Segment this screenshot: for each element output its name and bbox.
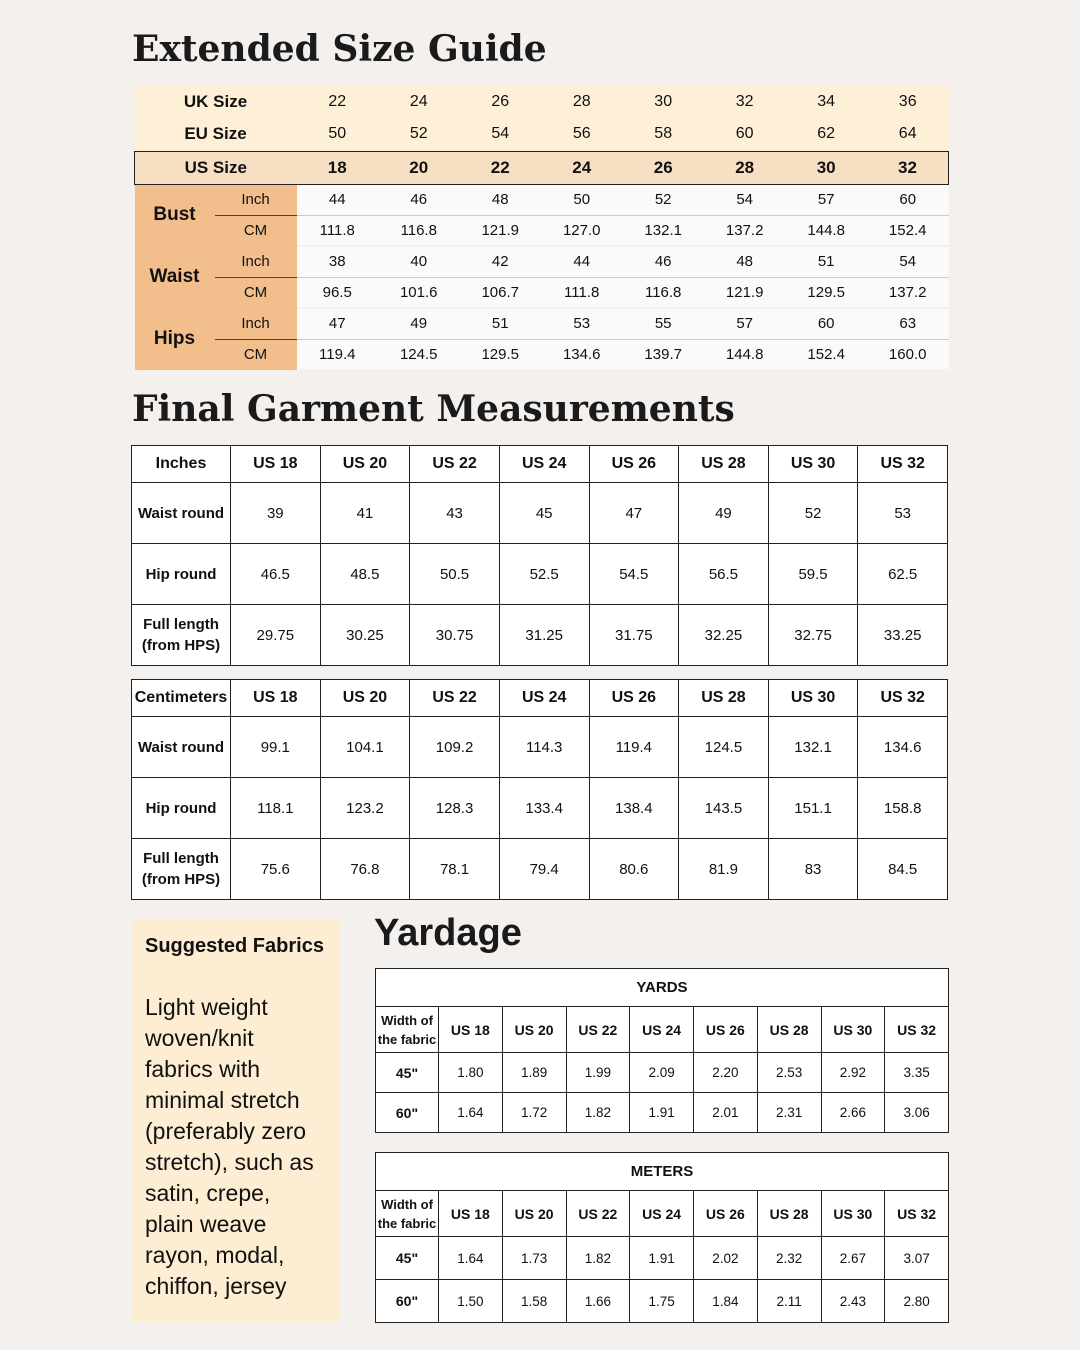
inches-value: 49	[679, 483, 769, 544]
waist-cm-row	[135, 277, 949, 308]
bust-inch-value: 46	[378, 184, 459, 215]
bust-cm-value: 132.1	[622, 215, 703, 246]
hips-cm-unit: CM	[215, 339, 297, 370]
width-label-2: the fabric	[377, 1031, 437, 1047]
cm-size-header: US 18	[231, 680, 321, 717]
yards-value: 2.92	[821, 1053, 885, 1093]
meters-row	[376, 1280, 949, 1323]
bust-cm-value: 144.8	[785, 215, 866, 246]
us-size-value: 26	[622, 151, 703, 184]
meters-size-header: US 28	[757, 1191, 821, 1237]
cm-value: 109.2	[410, 717, 500, 778]
meters-value: 1.91	[630, 1237, 694, 1280]
meters-value: 2.67	[821, 1237, 885, 1280]
waist-inch-value: 51	[785, 246, 866, 277]
hips-cm-value: 119.4	[297, 339, 378, 370]
inches-row	[132, 544, 948, 605]
row-label-text: Full length	[143, 850, 219, 867]
waist-inch-value: 46	[622, 246, 703, 277]
inches-value: 46.5	[231, 544, 321, 605]
bust-inch-value: 48	[459, 184, 540, 215]
inches-value: 30.75	[410, 605, 500, 666]
inches-value: 52	[768, 483, 858, 544]
inches-unit-header: Inches	[132, 446, 231, 483]
meters-caption: METERS	[376, 1153, 949, 1191]
inches-value: 30.25	[320, 605, 410, 666]
bust-cm-value: 127.0	[541, 215, 622, 246]
inches-size-header: US 22	[410, 446, 500, 483]
bust-inch-value: 54	[704, 184, 785, 215]
cm-size-header: US 32	[858, 680, 948, 717]
inches-row	[132, 605, 948, 666]
hips-cm-value: 144.8	[704, 339, 785, 370]
waist-cm-value: 116.8	[622, 277, 703, 308]
us-size-value: 32	[867, 151, 949, 184]
row-label-sub: (from HPS)	[141, 871, 221, 888]
yards-value: 1.80	[439, 1053, 503, 1093]
inches-value: 53	[858, 483, 948, 544]
yards-value: 1.64	[439, 1093, 503, 1133]
waist-inch-value: 48	[704, 246, 785, 277]
yards-value: 2.01	[694, 1093, 758, 1133]
cm-value: 124.5	[679, 717, 769, 778]
uk-size-value: 24	[378, 85, 459, 118]
waist-cm-value: 137.2	[867, 277, 949, 308]
bust-cm-value: 137.2	[704, 215, 785, 246]
yards-caption-row	[376, 969, 949, 1007]
hips-cm-value: 124.5	[378, 339, 459, 370]
cm-value: 80.6	[589, 839, 679, 900]
cm-value: 128.3	[410, 778, 500, 839]
size-guide-table	[134, 85, 949, 371]
cm-value: 133.4	[499, 778, 589, 839]
inches-value: 41	[320, 483, 410, 544]
yards-header-row	[376, 1007, 949, 1053]
size-guide-title: Extended Size Guide	[132, 28, 547, 70]
waist-inch-value: 38	[297, 246, 378, 277]
hips-inch-value: 57	[704, 308, 785, 339]
yards-value: 2.09	[630, 1053, 694, 1093]
eu-size-label: EU Size	[135, 118, 297, 151]
yards-width-value: 60"	[376, 1093, 439, 1133]
us-size-value: 18	[297, 151, 378, 184]
bust-cm-value: 116.8	[378, 215, 459, 246]
suggested-fabrics-panel	[131, 919, 339, 1322]
hips-cm-row	[135, 339, 949, 370]
uk-size-value: 28	[541, 85, 622, 118]
uk-size-value: 34	[785, 85, 866, 118]
suggested-fabrics-heading: Suggested Fabrics	[145, 935, 324, 957]
waist-inch-row	[135, 246, 949, 277]
yards-size-header: US 30	[821, 1007, 885, 1053]
inches-size-header: US 20	[320, 446, 410, 483]
inches-row-label	[132, 483, 231, 544]
yards-size-header: US 18	[439, 1007, 503, 1053]
eu-size-value: 62	[785, 118, 866, 151]
yards-value: 1.89	[502, 1053, 566, 1093]
yards-size-header: US 26	[694, 1007, 758, 1053]
cm-value: 76.8	[320, 839, 410, 900]
cm-value: 119.4	[589, 717, 679, 778]
cm-value: 151.1	[768, 778, 858, 839]
uk-size-value: 22	[297, 85, 378, 118]
meters-width-value: 45"	[376, 1237, 439, 1280]
cm-unit-header: Centimeters	[132, 680, 231, 717]
bust-inch-value: 50	[541, 184, 622, 215]
yardage-title: Yardage	[374, 912, 522, 954]
inches-size-header: US 30	[768, 446, 858, 483]
meters-caption-row	[376, 1153, 949, 1191]
meters-size-header: US 32	[885, 1191, 949, 1237]
meters-width-header	[376, 1191, 439, 1237]
bust-cm-value: 121.9	[459, 215, 540, 246]
eu-size-value: 52	[378, 118, 459, 151]
waist-inch-value: 40	[378, 246, 459, 277]
meters-width-value: 60"	[376, 1280, 439, 1323]
us-size-value: 28	[704, 151, 785, 184]
cm-size-header: US 28	[679, 680, 769, 717]
hips-inch-value: 55	[622, 308, 703, 339]
eu-size-value: 58	[622, 118, 703, 151]
yards-size-header: US 32	[885, 1007, 949, 1053]
inches-size-header: US 24	[499, 446, 589, 483]
waist-cm-value: 129.5	[785, 277, 866, 308]
yards-size-header: US 28	[757, 1007, 821, 1053]
cm-row	[132, 717, 948, 778]
us-size-value: 24	[541, 151, 622, 184]
eu-size-value: 50	[297, 118, 378, 151]
meters-row	[376, 1237, 949, 1280]
waist-inch-value: 44	[541, 246, 622, 277]
inches-header-row	[132, 446, 948, 483]
hips-cm-value: 160.0	[867, 339, 949, 370]
bust-cm-value: 111.8	[297, 215, 378, 246]
bust-inch-value: 60	[867, 184, 949, 215]
suggested-fabrics-text: Light weight woven/knit fabrics with minimal stretch (preferably zero stretch), such as satin, crepe, plain weave rayon, modal, chiffon, jersey	[145, 994, 314, 1299]
uk-size-row	[135, 85, 949, 118]
yards-width-value: 45"	[376, 1053, 439, 1093]
meters-value: 1.64	[439, 1237, 503, 1280]
meters-value: 2.02	[694, 1237, 758, 1280]
uk-size-value: 36	[867, 85, 949, 118]
meters-value: 1.66	[566, 1280, 630, 1323]
cm-value: 83	[768, 839, 858, 900]
meters-header-row	[376, 1191, 949, 1237]
bust-cm-row	[135, 215, 949, 246]
cm-row	[132, 778, 948, 839]
inches-size-header: US 26	[589, 446, 679, 483]
garment-cm-table	[131, 679, 948, 900]
meters-size-header: US 18	[439, 1191, 503, 1237]
cm-row-label	[132, 839, 231, 900]
cm-row-label	[132, 717, 231, 778]
hips-inch-row	[135, 308, 949, 339]
inches-row	[132, 483, 948, 544]
inches-value: 45	[499, 483, 589, 544]
waist-cm-value: 121.9	[704, 277, 785, 308]
meters-size-header: US 22	[566, 1191, 630, 1237]
meters-value: 2.80	[885, 1280, 949, 1323]
meters-size-header: US 30	[821, 1191, 885, 1237]
inches-value: 33.25	[858, 605, 948, 666]
meters-size-header: US 24	[630, 1191, 694, 1237]
cm-size-header: US 26	[589, 680, 679, 717]
cm-value: 158.8	[858, 778, 948, 839]
row-label-text: Waist round	[137, 738, 225, 756]
yards-value: 1.72	[502, 1093, 566, 1133]
eu-size-row	[135, 118, 949, 151]
inches-row-label	[132, 544, 231, 605]
hips-inch-value: 53	[541, 308, 622, 339]
meters-value: 1.50	[439, 1280, 503, 1323]
inches-value: 50.5	[410, 544, 500, 605]
cm-row	[132, 839, 948, 900]
uk-size-label: UK Size	[135, 85, 297, 118]
yards-value: 2.66	[821, 1093, 885, 1133]
waist-inch-unit: Inch	[215, 246, 297, 277]
inches-value: 62.5	[858, 544, 948, 605]
waist-cm-unit: CM	[215, 277, 297, 308]
inches-value: 32.25	[679, 605, 769, 666]
row-label-sub: (from HPS)	[141, 637, 221, 654]
yardage-yards-table	[375, 968, 949, 1133]
eu-size-value: 60	[704, 118, 785, 151]
cm-value: 99.1	[231, 717, 321, 778]
inches-size-header: US 32	[858, 446, 948, 483]
yards-size-header: US 22	[566, 1007, 630, 1053]
uk-size-value: 32	[704, 85, 785, 118]
width-label: Width of	[381, 1012, 433, 1028]
cm-row-label	[132, 778, 231, 839]
yards-value: 2.31	[757, 1093, 821, 1133]
us-size-value: 22	[459, 151, 540, 184]
us-size-row	[135, 151, 949, 184]
eu-size-value: 54	[459, 118, 540, 151]
waist-inch-value: 42	[459, 246, 540, 277]
bust-cm-unit: CM	[215, 215, 297, 246]
waist-cm-value: 111.8	[541, 277, 622, 308]
inches-value: 59.5	[768, 544, 858, 605]
yards-value: 1.99	[566, 1053, 630, 1093]
bust-inch-value: 44	[297, 184, 378, 215]
yards-value: 1.82	[566, 1093, 630, 1133]
cm-size-header: US 30	[768, 680, 858, 717]
cm-value: 81.9	[679, 839, 769, 900]
inches-value: 52.5	[499, 544, 589, 605]
meters-value: 1.73	[502, 1237, 566, 1280]
yards-size-header: US 20	[502, 1007, 566, 1053]
waist-label: Waist	[135, 246, 215, 308]
meters-value: 1.58	[502, 1280, 566, 1323]
hips-inch-value: 47	[297, 308, 378, 339]
row-label-text: Hip round	[145, 799, 217, 817]
inches-value: 54.5	[589, 544, 679, 605]
yards-row	[376, 1093, 949, 1133]
garment-inches-table	[131, 445, 948, 666]
cm-header-row	[132, 680, 948, 717]
cm-value: 138.4	[589, 778, 679, 839]
yards-value: 2.53	[757, 1053, 821, 1093]
waist-cm-value: 106.7	[459, 277, 540, 308]
row-label-text: Hip round	[145, 565, 217, 583]
eu-size-value: 64	[867, 118, 949, 151]
cm-size-header: US 20	[320, 680, 410, 717]
cm-value: 143.5	[679, 778, 769, 839]
meters-value: 2.32	[757, 1237, 821, 1280]
inches-value: 29.75	[231, 605, 321, 666]
waist-inch-value: 54	[867, 246, 949, 277]
bust-inch-unit: Inch	[215, 184, 297, 215]
meters-value: 1.82	[566, 1237, 630, 1280]
cm-value: 84.5	[858, 839, 948, 900]
garment-title: Final Garment Measurements	[132, 388, 735, 430]
yards-width-header	[376, 1007, 439, 1053]
uk-size-value: 26	[459, 85, 540, 118]
meters-value: 2.43	[821, 1280, 885, 1323]
meters-size-header: US 26	[694, 1191, 758, 1237]
hips-cm-value: 152.4	[785, 339, 866, 370]
meters-value: 3.07	[885, 1237, 949, 1280]
inches-value: 56.5	[679, 544, 769, 605]
cm-value: 132.1	[768, 717, 858, 778]
uk-size-value: 30	[622, 85, 703, 118]
yards-value: 3.06	[885, 1093, 949, 1133]
hips-inch-value: 51	[459, 308, 540, 339]
inches-value: 32.75	[768, 605, 858, 666]
width-label-2: the fabric	[377, 1215, 437, 1231]
meters-value: 2.11	[757, 1280, 821, 1323]
yards-value: 3.35	[885, 1053, 949, 1093]
cm-value: 123.2	[320, 778, 410, 839]
row-label-text: Full length	[143, 616, 219, 633]
hips-cm-value: 134.6	[541, 339, 622, 370]
meters-size-header: US 20	[502, 1191, 566, 1237]
width-label: Width of	[381, 1196, 433, 1212]
yards-caption: YARDS	[376, 969, 949, 1007]
inches-value: 47	[589, 483, 679, 544]
hips-inch-value: 49	[378, 308, 459, 339]
cm-value: 114.3	[499, 717, 589, 778]
cm-value: 79.4	[499, 839, 589, 900]
us-size-label: US Size	[135, 151, 297, 184]
yards-value: 2.20	[694, 1053, 758, 1093]
eu-size-value: 56	[541, 118, 622, 151]
cm-value: 75.6	[231, 839, 321, 900]
bust-inch-value: 52	[622, 184, 703, 215]
bust-label: Bust	[135, 184, 215, 246]
cm-value: 134.6	[858, 717, 948, 778]
cm-value: 104.1	[320, 717, 410, 778]
bust-inch-value: 57	[785, 184, 866, 215]
hips-cm-value: 129.5	[459, 339, 540, 370]
yards-row	[376, 1053, 949, 1093]
inches-value: 31.75	[589, 605, 679, 666]
us-size-value: 30	[785, 151, 866, 184]
row-label-text: Waist round	[137, 504, 225, 522]
meters-value: 1.84	[694, 1280, 758, 1323]
hips-inch-unit: Inch	[215, 308, 297, 339]
inches-size-header: US 18	[231, 446, 321, 483]
inches-value: 31.25	[499, 605, 589, 666]
yards-value: 1.91	[630, 1093, 694, 1133]
waist-cm-value: 101.6	[378, 277, 459, 308]
yardage-meters-table	[375, 1152, 949, 1323]
hips-inch-value: 60	[785, 308, 866, 339]
hips-label: Hips	[135, 308, 215, 370]
cm-size-header: US 24	[499, 680, 589, 717]
inches-value: 39	[231, 483, 321, 544]
cm-value: 78.1	[410, 839, 500, 900]
bust-cm-value: 152.4	[867, 215, 949, 246]
inches-value: 48.5	[320, 544, 410, 605]
hips-inch-value: 63	[867, 308, 949, 339]
cm-size-header: US 22	[410, 680, 500, 717]
meters-value: 1.75	[630, 1280, 694, 1323]
waist-cm-value: 96.5	[297, 277, 378, 308]
yards-size-header: US 24	[630, 1007, 694, 1053]
cm-value: 118.1	[231, 778, 321, 839]
inches-value: 43	[410, 483, 500, 544]
bust-inch-row	[135, 184, 949, 215]
us-size-value: 20	[378, 151, 459, 184]
hips-cm-value: 139.7	[622, 339, 703, 370]
inches-row-label	[132, 605, 231, 666]
inches-size-header: US 28	[679, 446, 769, 483]
